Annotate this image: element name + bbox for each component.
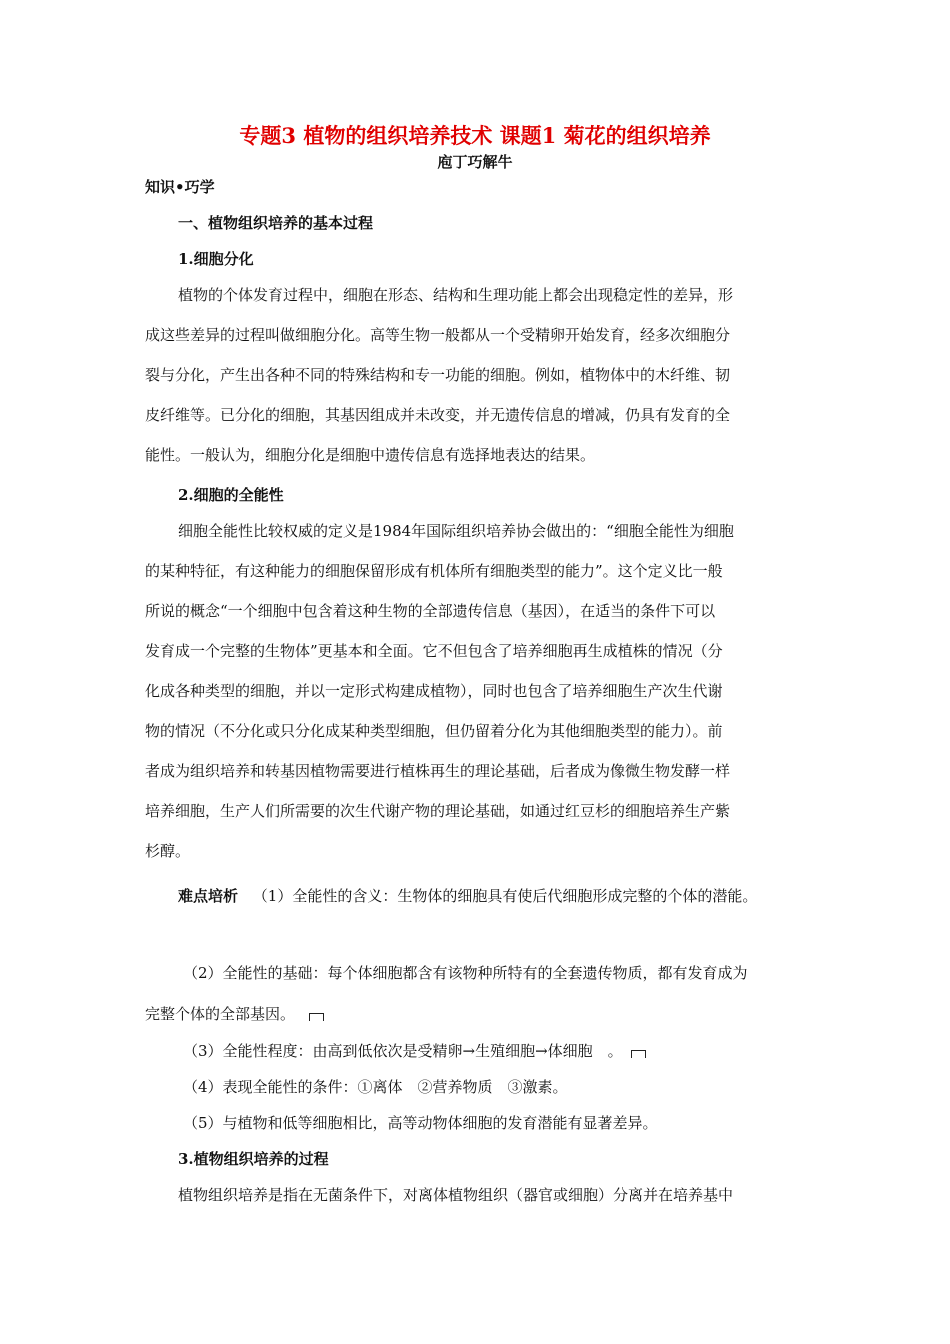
paragraph-line: 杉醇。 [145, 842, 191, 860]
paragraph-line: 细胞全能性比较权威的定义是1984年国际组织培养协会做出的：“细胞全能性为细胞 [178, 522, 734, 540]
difficulty-item-2: （2）全能性的基础：每个体细胞都含有该物种所特有的全套遗传物质，都有发育成为 [183, 964, 748, 982]
difficulty-item-5: （5）与植物和低等细胞相比，高等动物体细胞的发育潜能有显著差异。 [183, 1114, 658, 1132]
difficulty-label: 难点培析 [178, 887, 239, 905]
difficulty-item-2-cont [145, 1003, 825, 1025]
difficulty-item-1: （1）全能性的含义：生物体的细胞具有使后代细胞形成完整的个体的潜能。 [252, 887, 758, 905]
bracket-mark [631, 1050, 646, 1058]
paragraph-line: 者成为组织培养和转基因植物需要进行植株再生的理论基础，后者成为像微生物发酵一样 [145, 762, 731, 780]
bracket-mark [309, 1013, 324, 1021]
paragraph-line: 培养细胞，生产人们所需要的次生代谢产物的理论基础，如通过红豆杉的细胞培养生产紫 [145, 802, 731, 820]
section-label: 知识•巧学 [145, 178, 215, 196]
paragraph-line: 的某种特征，有这种能力的细胞保留形成有机体所有细胞类型的能力”。这个定义比一般 [145, 562, 723, 580]
paragraph-line: 植物组织培养是指在无菌条件下，对离体植物组织（器官或细胞）分离并在培养基中 [178, 1186, 734, 1204]
paragraph-line: 裂与分化，产生出各种不同的特殊结构和专一功能的细胞。例如，植物体中的木纤维、韧 [145, 366, 731, 384]
heading-totipotency: 2.细胞的全能性 [178, 486, 284, 504]
paragraph-line: 化成各种类型的细胞，并以一定形式构建成植物），同时也包含了培养细胞生产次生代谢 [145, 682, 723, 700]
paragraph-line: 所说的概念“一个细胞中包含着这种生物的全部遗传信息（基因），在适当的条件下可以 [145, 602, 716, 620]
heading-tissue-culture-process: 3.植物组织培养的过程 [178, 1150, 329, 1168]
document-subtitle: 庖丁巧解牛 [437, 153, 513, 171]
difficulty-item-4: （4）表现全能性的条件：①离体 ②营养物质 ③激素。 [183, 1078, 568, 1096]
difficulty-item-3-text: （3）全能性程度：由高到低依次是受精卵→生殖细胞→体细胞 。 [183, 1042, 623, 1060]
paragraph-line: 植物的个体发育过程中，细胞在形态、结构和生理功能上都会出现稳定性的差异，形 [178, 286, 734, 304]
heading-cell-differentiation: 1.细胞分化 [178, 250, 254, 268]
paragraph-line: 成这些差异的过程叫做细胞分化。高等生物一般都从一个受精卵开始发育，经多次细胞分 [145, 326, 731, 344]
paragraph-line: 能性。一般认为，细胞分化是细胞中遗传信息有选择地表达的结果。 [145, 446, 596, 464]
paragraph-line: 发育成一个完整的生物体”更基本和全面。它不但包含了培养细胞再生成植株的情况（分 [145, 642, 723, 660]
paragraph-line: 皮纤维等。已分化的细胞，其基因组成并未改变，并无遗传信息的增减，仍具有发育的全 [145, 406, 731, 424]
difficulty-item-3 [183, 1040, 863, 1062]
paragraph-line: 物的情况（不分化或只分化成某种类型细胞，但仍留着分化为其他细胞类型的能力）。前 [145, 722, 723, 740]
document-title: 专题3 植物的组织培养技术 课题1 菊花的组织培养 [239, 123, 711, 148]
heading-basic-process: 一、植物组织培养的基本过程 [178, 214, 374, 232]
difficulty-item-2-text: 完整个体的全部基因。 [145, 1005, 296, 1023]
difficulty-line [178, 885, 858, 907]
